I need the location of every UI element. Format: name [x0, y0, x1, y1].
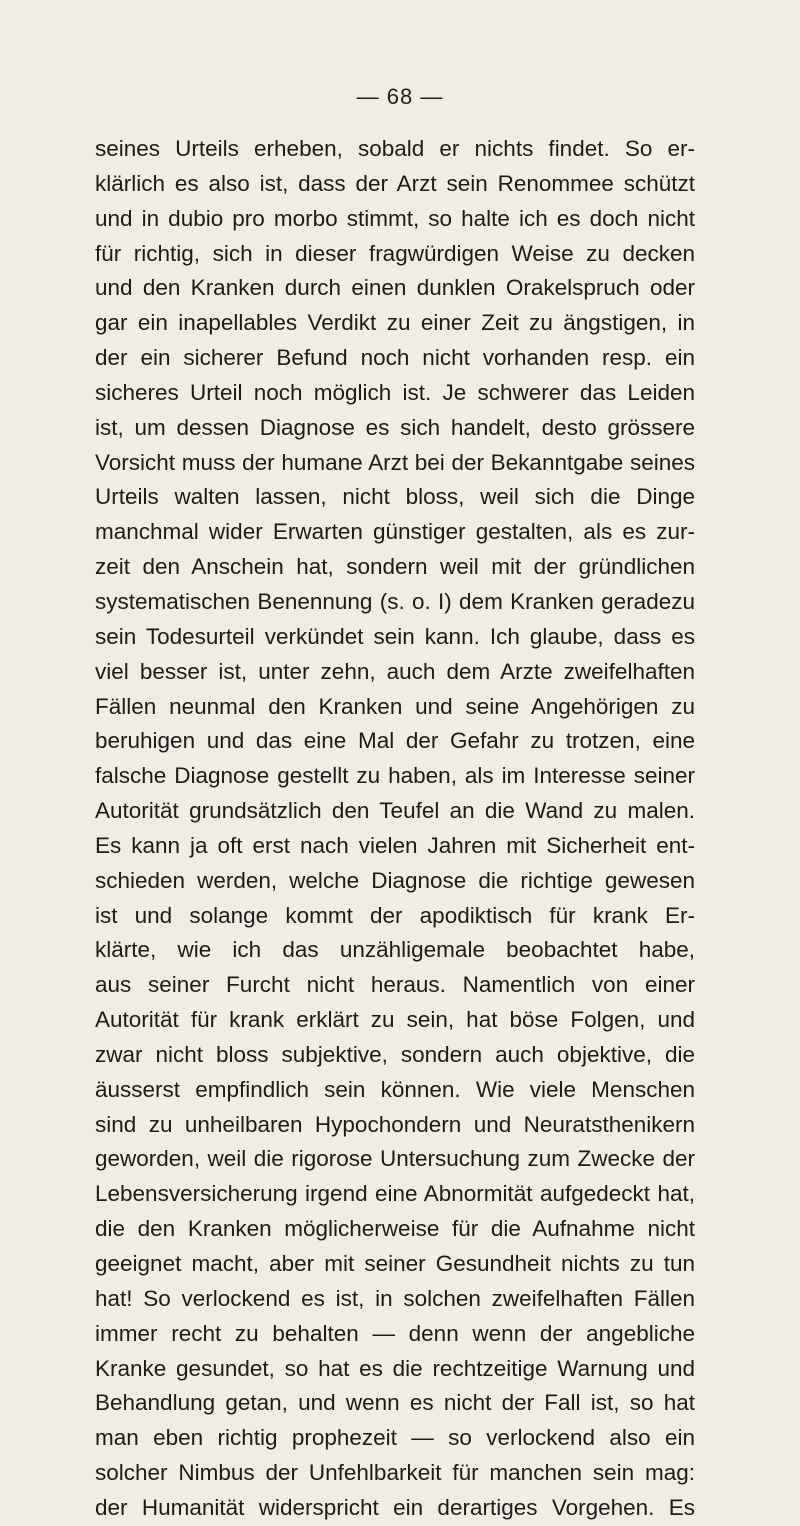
text-line: Vorsicht muss der humane Arzt bei der Bekanntgabe seines [95, 449, 695, 475]
text-line: Behandlung getan, und wenn es nicht der Fall ist, so hat [95, 1390, 695, 1416]
text-line: hat! So verlockend es ist, in solchen zweifelhaften Fällen [95, 1285, 695, 1311]
text-line: aus seiner Furcht nicht heraus. Namentlich von einer [95, 972, 695, 998]
text-line: die den Kranken möglicherweise für die Aufnahme nicht [95, 1216, 695, 1242]
text-line: beruhigen und das eine Mal der Gefahr zu trotzen, eine [95, 728, 695, 754]
text-line: zeit den Anschein hat, sondern weil mit der gründlichen [95, 554, 695, 580]
text-line: und in dubio pro morbo stimmt, so halte ich es doch nicht [95, 205, 695, 231]
page-number: — 68 — [356, 84, 444, 109]
text-line: seines Urteils erheben, sobald er nichts findet. So er- [95, 136, 695, 161]
text-line: äusserst empfindlich sein können. Wie viele Menschen [95, 1076, 695, 1102]
text-line: ist und solange kommt der apodiktisch für krank Er- [95, 902, 695, 928]
text-line: Urteils walten lassen, nicht bloss, weil sich die Dinge [95, 484, 695, 510]
text-line: systematischen Benennung (s. o. I) dem Kranken geradezu [95, 588, 695, 614]
text-line: sind zu unheilbaren Hypochondern und Neuratsthenikern [95, 1111, 695, 1137]
text-line: Autorität für krank erklärt zu sein, hat böse Folgen, und [95, 1007, 695, 1033]
text-line: klärlich es also ist, dass der Arzt sein Renommee schützt [95, 170, 695, 196]
text-line: gar ein inapellables Verdikt zu einer Zeit zu ängstigen, in [95, 310, 695, 336]
text-line: man eben richtig prophezeit — so verlockend also ein [95, 1425, 695, 1451]
text-line: der Humanität widerspricht ein derartiges Vorgehen. Es [95, 1494, 695, 1520]
text-line: und den Kranken durch einen dunklen Orakelspruch oder [95, 275, 695, 301]
text-line: ist, um dessen Diagnose es sich handelt, desto grössere [95, 414, 695, 440]
text-line: geeignet macht, aber mit seiner Gesundheit nichts zu tun [95, 1251, 695, 1276]
text-line: klärte, wie ich das unzähligemale beobachtet habe, [95, 937, 695, 963]
text-line: der ein sicherer Befund noch nicht vorhanden resp. ein [95, 345, 695, 371]
text-line: falsche Diagnose gestellt zu haben, als im Interesse seiner [95, 763, 695, 789]
text-line: Fällen neunmal den Kranken und seine Angehörigen zu [95, 693, 695, 719]
text-line: Es kann ja oft erst nach vielen Jahren mit Sicherheit ent- [95, 832, 695, 858]
text-line: manchmal wider Erwarten günstiger gestalten, als es zur- [95, 519, 695, 545]
text-line: viel besser ist, unter zehn, auch dem Arzte zweifelhaften [95, 658, 695, 684]
text-line: sicheres Urteil noch möglich ist. Je schwerer das Leiden [95, 379, 695, 405]
text-line: immer recht zu behalten — denn wenn der angebliche [95, 1320, 695, 1346]
text-line: geworden, weil die rigorose Untersuchung zum Zwecke der [95, 1146, 695, 1172]
text-line: schieden werden, welche Diagnose die richtige gewesen [95, 867, 695, 893]
body-text [95, 132, 695, 1526]
text-line: sein Todesurteil verkündet sein kann. Ich glaube, dass es [95, 623, 695, 649]
text-line: zwar nicht bloss subjektive, sondern auch objektive, die [95, 1041, 695, 1067]
text-line: Autorität grundsätzlich den Teufel an die Wand zu malen. [95, 798, 695, 824]
text-line: Kranke gesundet, so hat es die rechtzeitige Warnung und [95, 1355, 695, 1381]
text-line: solcher Nimbus der Unfehlbarkeit für manchen sein mag: [95, 1460, 695, 1486]
text-line: Lebensversicherung irgend eine Abnormität aufgedeckt hat, [95, 1181, 695, 1207]
text-line: für richtig, sich in dieser fragwürdigen Weise zu decken [95, 240, 695, 266]
